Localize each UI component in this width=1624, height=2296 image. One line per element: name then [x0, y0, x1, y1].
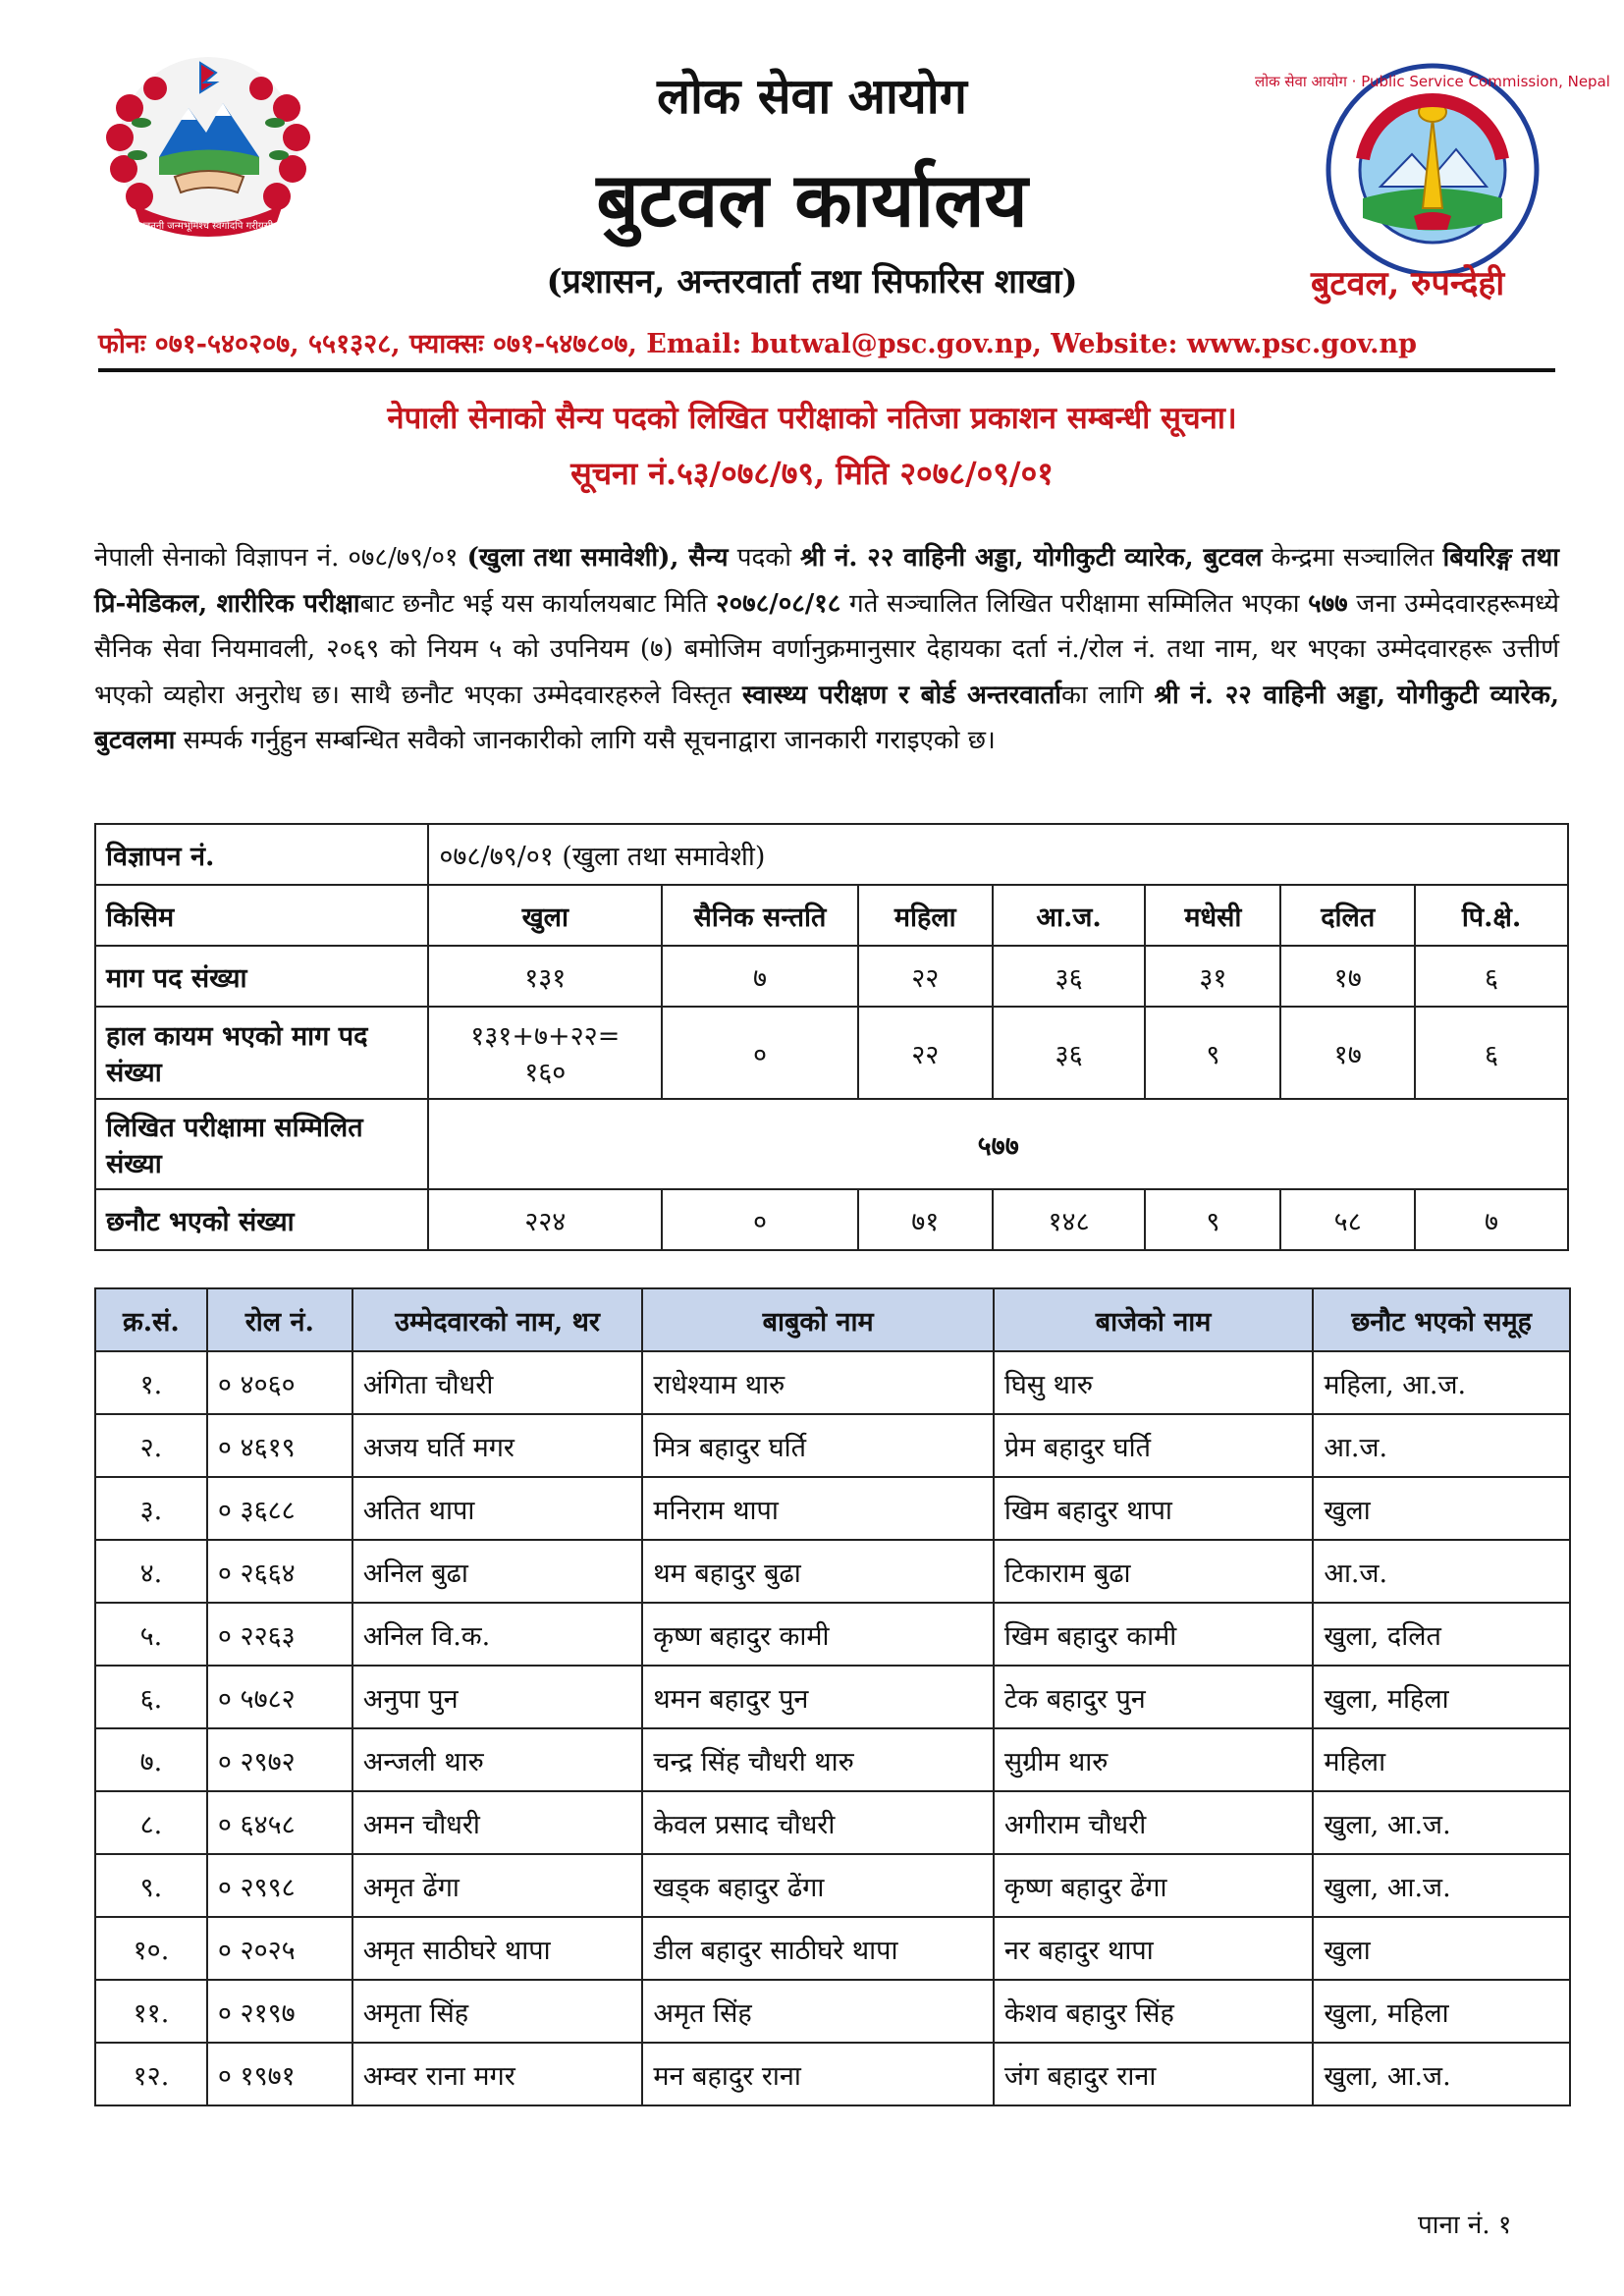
group-cell: आ.ज.: [1313, 1540, 1570, 1603]
group-cell: खुला, आ.ज.: [1313, 1791, 1570, 1854]
organization-name: लोक सेवा आयोग: [657, 67, 967, 125]
group-cell: खुला, दलित: [1313, 1603, 1570, 1666]
branch-name: (प्रशासन, अन्तरवार्ता तथा सिफारिस शाखा): [546, 262, 1078, 301]
category-header: सैनिक सन्तति: [662, 885, 858, 946]
col-header-name: उम्मेदवारको नाम, थर: [352, 1288, 643, 1351]
group-cell: महिला, आ.ज.: [1313, 1351, 1570, 1414]
summary-label: लिखित परीक्षामा सम्मिलित संख्या: [95, 1099, 428, 1189]
candidate-name-cell: अम्वर राना मगर: [352, 2043, 643, 2105]
summary-row-appeared: [95, 1099, 1568, 1189]
grandfather-name-cell: अगीराम चौधरी: [994, 1791, 1314, 1854]
summary-cell: ९: [1145, 1189, 1280, 1250]
category-header: खुला: [428, 885, 662, 946]
summary-label: किसिम: [95, 885, 428, 946]
summary-cell: १३१: [428, 946, 662, 1007]
summary-cell: ३६: [993, 946, 1146, 1007]
results-table: [94, 1287, 1571, 2106]
roll-cell: ० १९७१: [207, 2043, 352, 2105]
summary-table: [94, 823, 1569, 1251]
candidate-name-cell: अन्जली थारु: [352, 1728, 643, 1791]
para-bold: श्री नं. २२ वाहिनी अड्डा, योगीकुटी व्यारेक, बुटवल: [800, 543, 1263, 573]
col-header-grandfather: बाजेको नाम: [994, 1288, 1314, 1351]
summary-cell: १७: [1280, 1007, 1415, 1099]
emblem-motto: जननी जन्मभूमिश्च स्वर्गादपि गरीयसी: [142, 221, 274, 232]
candidate-name-cell: अंगिता चौधरी: [352, 1351, 643, 1414]
para-text: नेपाली सेनाको विज्ञापन नं. ०७८/७९/०१: [94, 543, 467, 573]
father-name-cell: अमृत सिंह: [642, 1980, 993, 2043]
seal-label: लोक सेवा आयोग · Public Service Commission, Nepal: [1255, 73, 1610, 90]
serial-cell: ५.: [95, 1603, 207, 1666]
serial-cell: ११.: [95, 1980, 207, 2043]
summary-row-ad: [95, 824, 1568, 885]
grandfather-name-cell: घिसु थारु: [994, 1351, 1314, 1414]
group-cell: खुला: [1313, 1477, 1570, 1540]
roll-cell: ० ६४५८: [207, 1791, 352, 1854]
table-row: [95, 1603, 1570, 1666]
grandfather-name-cell: कृष्ण बहादुर ढेंगा: [994, 1854, 1314, 1917]
summary-label: हाल कायम भएको माग पद संख्या: [95, 1007, 428, 1099]
summary-cell: ३१: [1145, 946, 1280, 1007]
summary-cell: ७१: [858, 1189, 993, 1250]
group-cell: खुला, महिला: [1313, 1666, 1570, 1728]
candidate-name-cell: अमृत ढेंगा: [352, 1854, 643, 1917]
group-cell: खुला, आ.ज.: [1313, 1854, 1570, 1917]
group-cell: खुला: [1313, 1917, 1570, 1980]
notice-title: नेपाली सेनाको सैन्य पदको लिखित परीक्षाको नतिजा प्रकाशन सम्बन्धी सूचना।: [387, 401, 1237, 436]
para-bold: (खुला तथा समावेशी), सैन्य: [466, 543, 729, 573]
col-header-roll: रोल नं.: [207, 1288, 352, 1351]
group-cell: महिला: [1313, 1728, 1570, 1791]
table-row: [95, 1540, 1570, 1603]
candidate-name-cell: अनिल बुढा: [352, 1540, 643, 1603]
notice-paragraph: [94, 535, 1559, 764]
para-text: केन्द्रमा सञ्चालित: [1262, 543, 1443, 573]
summary-label: विज्ञापन नं.: [95, 824, 428, 885]
summary-row-selected: [95, 1189, 1568, 1250]
table-row: [95, 1351, 1570, 1414]
grandfather-name-cell: केशव बहादुर सिंह: [994, 1980, 1314, 2043]
table-row: [95, 1980, 1570, 2043]
roll-cell: ० २१९७: [207, 1980, 352, 2043]
results-header-row: [95, 1288, 1570, 1351]
para-text: बाट छनौट भई यस कार्यालयबाट मिति: [359, 588, 717, 619]
serial-cell: १२.: [95, 2043, 207, 2105]
para-text: पदको: [728, 543, 801, 573]
para-bold: २०७८/०८/१८: [716, 588, 841, 619]
summary-label: माग पद संख्या: [95, 946, 428, 1007]
summary-cell: ९: [1145, 1007, 1280, 1099]
table-row: [95, 1791, 1570, 1854]
father-name-cell: केवल प्रसाद चौधरी: [642, 1791, 993, 1854]
serial-cell: ६.: [95, 1666, 207, 1728]
summary-cell: १४८: [993, 1189, 1146, 1250]
summary-cell: ६: [1415, 946, 1568, 1007]
roll-cell: ० २६६४: [207, 1540, 352, 1603]
roll-cell: ० २०२५: [207, 1917, 352, 1980]
summary-cell: ३६: [993, 1007, 1146, 1099]
candidate-name-cell: अमन चौधरी: [352, 1791, 643, 1854]
office-location: बुटवल, रुपन्देही: [1311, 264, 1505, 303]
candidate-name-cell: अनुपा पुन: [352, 1666, 643, 1728]
father-name-cell: खड्क बहादुर ढेंगा: [642, 1854, 993, 1917]
father-name-cell: मन बहादुर राना: [642, 2043, 993, 2105]
candidate-name-cell: अनिल वि.क.: [352, 1603, 643, 1666]
table-row: [95, 1666, 1570, 1728]
summary-cell: ७: [1415, 1189, 1568, 1250]
results-body: [95, 1351, 1570, 2105]
grandfather-name-cell: सुग्रीम थारु: [994, 1728, 1314, 1791]
serial-cell: ८.: [95, 1791, 207, 1854]
table-row: [95, 1854, 1570, 1917]
father-name-cell: चन्द्र सिंह चौधरी थारु: [642, 1728, 993, 1791]
roll-cell: ० ४६१९: [207, 1414, 352, 1477]
summary-cell: [428, 1007, 662, 1099]
serial-cell: ३.: [95, 1477, 207, 1540]
table-row: [95, 1728, 1570, 1791]
grandfather-name-cell: जंग बहादुर राना: [994, 2043, 1314, 2105]
grandfather-name-cell: नर बहादुर थापा: [994, 1917, 1314, 1980]
category-header: मधेसी: [1145, 885, 1280, 946]
grandfather-name-cell: टिकाराम बुढा: [994, 1540, 1314, 1603]
col-header-father: बाबुको नाम: [642, 1288, 993, 1351]
para-text: गते सञ्चालित लिखित परीक्षामा सम्मिलित भएका: [840, 588, 1309, 619]
group-cell: आ.ज.: [1313, 1414, 1570, 1477]
summary-cell: ०: [662, 1189, 858, 1250]
summary-row-demand: [95, 946, 1568, 1007]
father-name-cell: कृष्ण बहादुर कामी: [642, 1603, 993, 1666]
grandfather-name-cell: खिम बहादुर थापा: [994, 1477, 1314, 1540]
summary-cell: ६: [1415, 1007, 1568, 1099]
office-name: बुटवल कार्यालय: [596, 156, 1028, 244]
category-header: दलित: [1280, 885, 1415, 946]
candidate-name-cell: अतित थापा: [352, 1477, 643, 1540]
summary-cell: ५८: [1280, 1189, 1415, 1250]
roll-cell: ० २९७२: [207, 1728, 352, 1791]
table-row: [95, 1477, 1570, 1540]
table-row: [95, 1917, 1570, 1980]
roll-cell: ० ५७८२: [207, 1666, 352, 1728]
candidate-name-cell: अमृता सिंह: [352, 1980, 643, 2043]
group-cell: खुला, महिला: [1313, 1980, 1570, 2043]
category-header: पि.क्षे.: [1415, 885, 1568, 946]
father-name-cell: डील बहादुर साठीघरे थापा: [642, 1917, 993, 1980]
grandfather-name-cell: खिम बहादुर कामी: [994, 1603, 1314, 1666]
candidate-name-cell: अजय घर्ति मगर: [352, 1414, 643, 1477]
notice-number: सूचना नं.५३/०७८/७९, मिति २०७८/०९/०१: [570, 455, 1054, 492]
roll-cell: ० २२६३: [207, 1603, 352, 1666]
summary-cell: १७: [1280, 946, 1415, 1007]
para-bold: बियरिङ्ग तथा प्रि-मेडिकल, शारीरिक परीक्षा: [94, 543, 1559, 619]
serial-cell: ४.: [95, 1540, 207, 1603]
header-divider: [98, 368, 1555, 372]
summary-label: छनौट भएको संख्या: [95, 1189, 428, 1250]
grandfather-name-cell: प्रेम बहादुर घर्ति: [994, 1414, 1314, 1477]
father-name-cell: थमन बहादुर पुन: [642, 1666, 993, 1728]
group-cell: खुला, आ.ज.: [1313, 2043, 1570, 2105]
summary-appeared-value: ५७७: [428, 1099, 1568, 1189]
summary-cell: ०: [662, 1007, 858, 1099]
father-name-cell: मित्र बहादुर घर्ति: [642, 1414, 993, 1477]
para-bold: श्री नं. २२ वाहिनी अड्डा, योगीकुटी व्यारेक, बुटवलमा: [94, 680, 1560, 755]
summary-row-current: [95, 1007, 1568, 1099]
summary-cell: २२: [858, 946, 993, 1007]
para-bold: ५७७: [1308, 588, 1348, 619]
table-row: [95, 2043, 1570, 2105]
table-row: [95, 1414, 1570, 1477]
serial-cell: १०.: [95, 1917, 207, 1980]
contact-line: फोनः ०७१-५४०२०७, ५५१३२८, फ्याक्सः ०७१-५४७८०७, Email: butwal@psc.gov.np, Website: www.psc.gov.np: [98, 329, 1417, 359]
page-number: पाना नं. १: [1418, 2211, 1512, 2240]
roll-cell: ० ४०६०: [207, 1351, 352, 1414]
candidate-name-cell: अमृत साठीघरे थापा: [352, 1917, 643, 1980]
para-bold: स्वास्थ्य परीक्षण र बोर्ड अन्तरवार्ता: [742, 680, 1062, 710]
category-header: आ.ज.: [993, 885, 1146, 946]
serial-cell: १.: [95, 1351, 207, 1414]
serial-cell: ९.: [95, 1854, 207, 1917]
roll-cell: ० २९९८: [207, 1854, 352, 1917]
summary-cell-line: १६०: [524, 1058, 567, 1088]
serial-cell: ७.: [95, 1728, 207, 1791]
col-header-serial: क्र.सं.: [95, 1288, 207, 1351]
summary-cell: २२४: [428, 1189, 662, 1250]
summary-ad-value: ०७८/७९/०१ (खुला तथा समावेशी): [428, 824, 1568, 885]
summary-row-type: [95, 885, 1568, 946]
serial-cell: २.: [95, 1414, 207, 1477]
summary-cell-line: १३१+७+२२=: [470, 1021, 621, 1052]
para-text: सम्पर्क गर्नुहुन सम्बन्धित सवैको जानकारीको लागि यसै सूचनाद्वारा जानकारी गराइएको छ।: [175, 726, 996, 755]
category-header: महिला: [858, 885, 993, 946]
para-text: जना उम्मेदवारहरूमध्ये सैनिक सेवा नियमावली, २०६९ को नियम ५ को उपनियम (७) बमोजिम वर्णानुक्रमानुसार देहायका दर्ता नं./रोल नं. तथा नाम, थर भएका उम्मेदवारहरू उत्तीर्ण भएको व्यहोरा अनुरोध छ। साथै छनौट भएका उम्मेदवारहरुले विस्तृत: [94, 588, 1559, 710]
father-name-cell: मनिराम थापा: [642, 1477, 993, 1540]
para-text: का लागि: [1061, 680, 1155, 710]
roll-cell: ० ३६८८: [207, 1477, 352, 1540]
col-header-group: छनौट भएको समूह: [1313, 1288, 1570, 1351]
father-name-cell: थम बहादुर बुढा: [642, 1540, 993, 1603]
summary-cell: २२: [858, 1007, 993, 1099]
father-name-cell: राधेश्याम थारु: [642, 1351, 993, 1414]
grandfather-name-cell: टेक बहादुर पुन: [994, 1666, 1314, 1728]
summary-cell: ७: [662, 946, 858, 1007]
